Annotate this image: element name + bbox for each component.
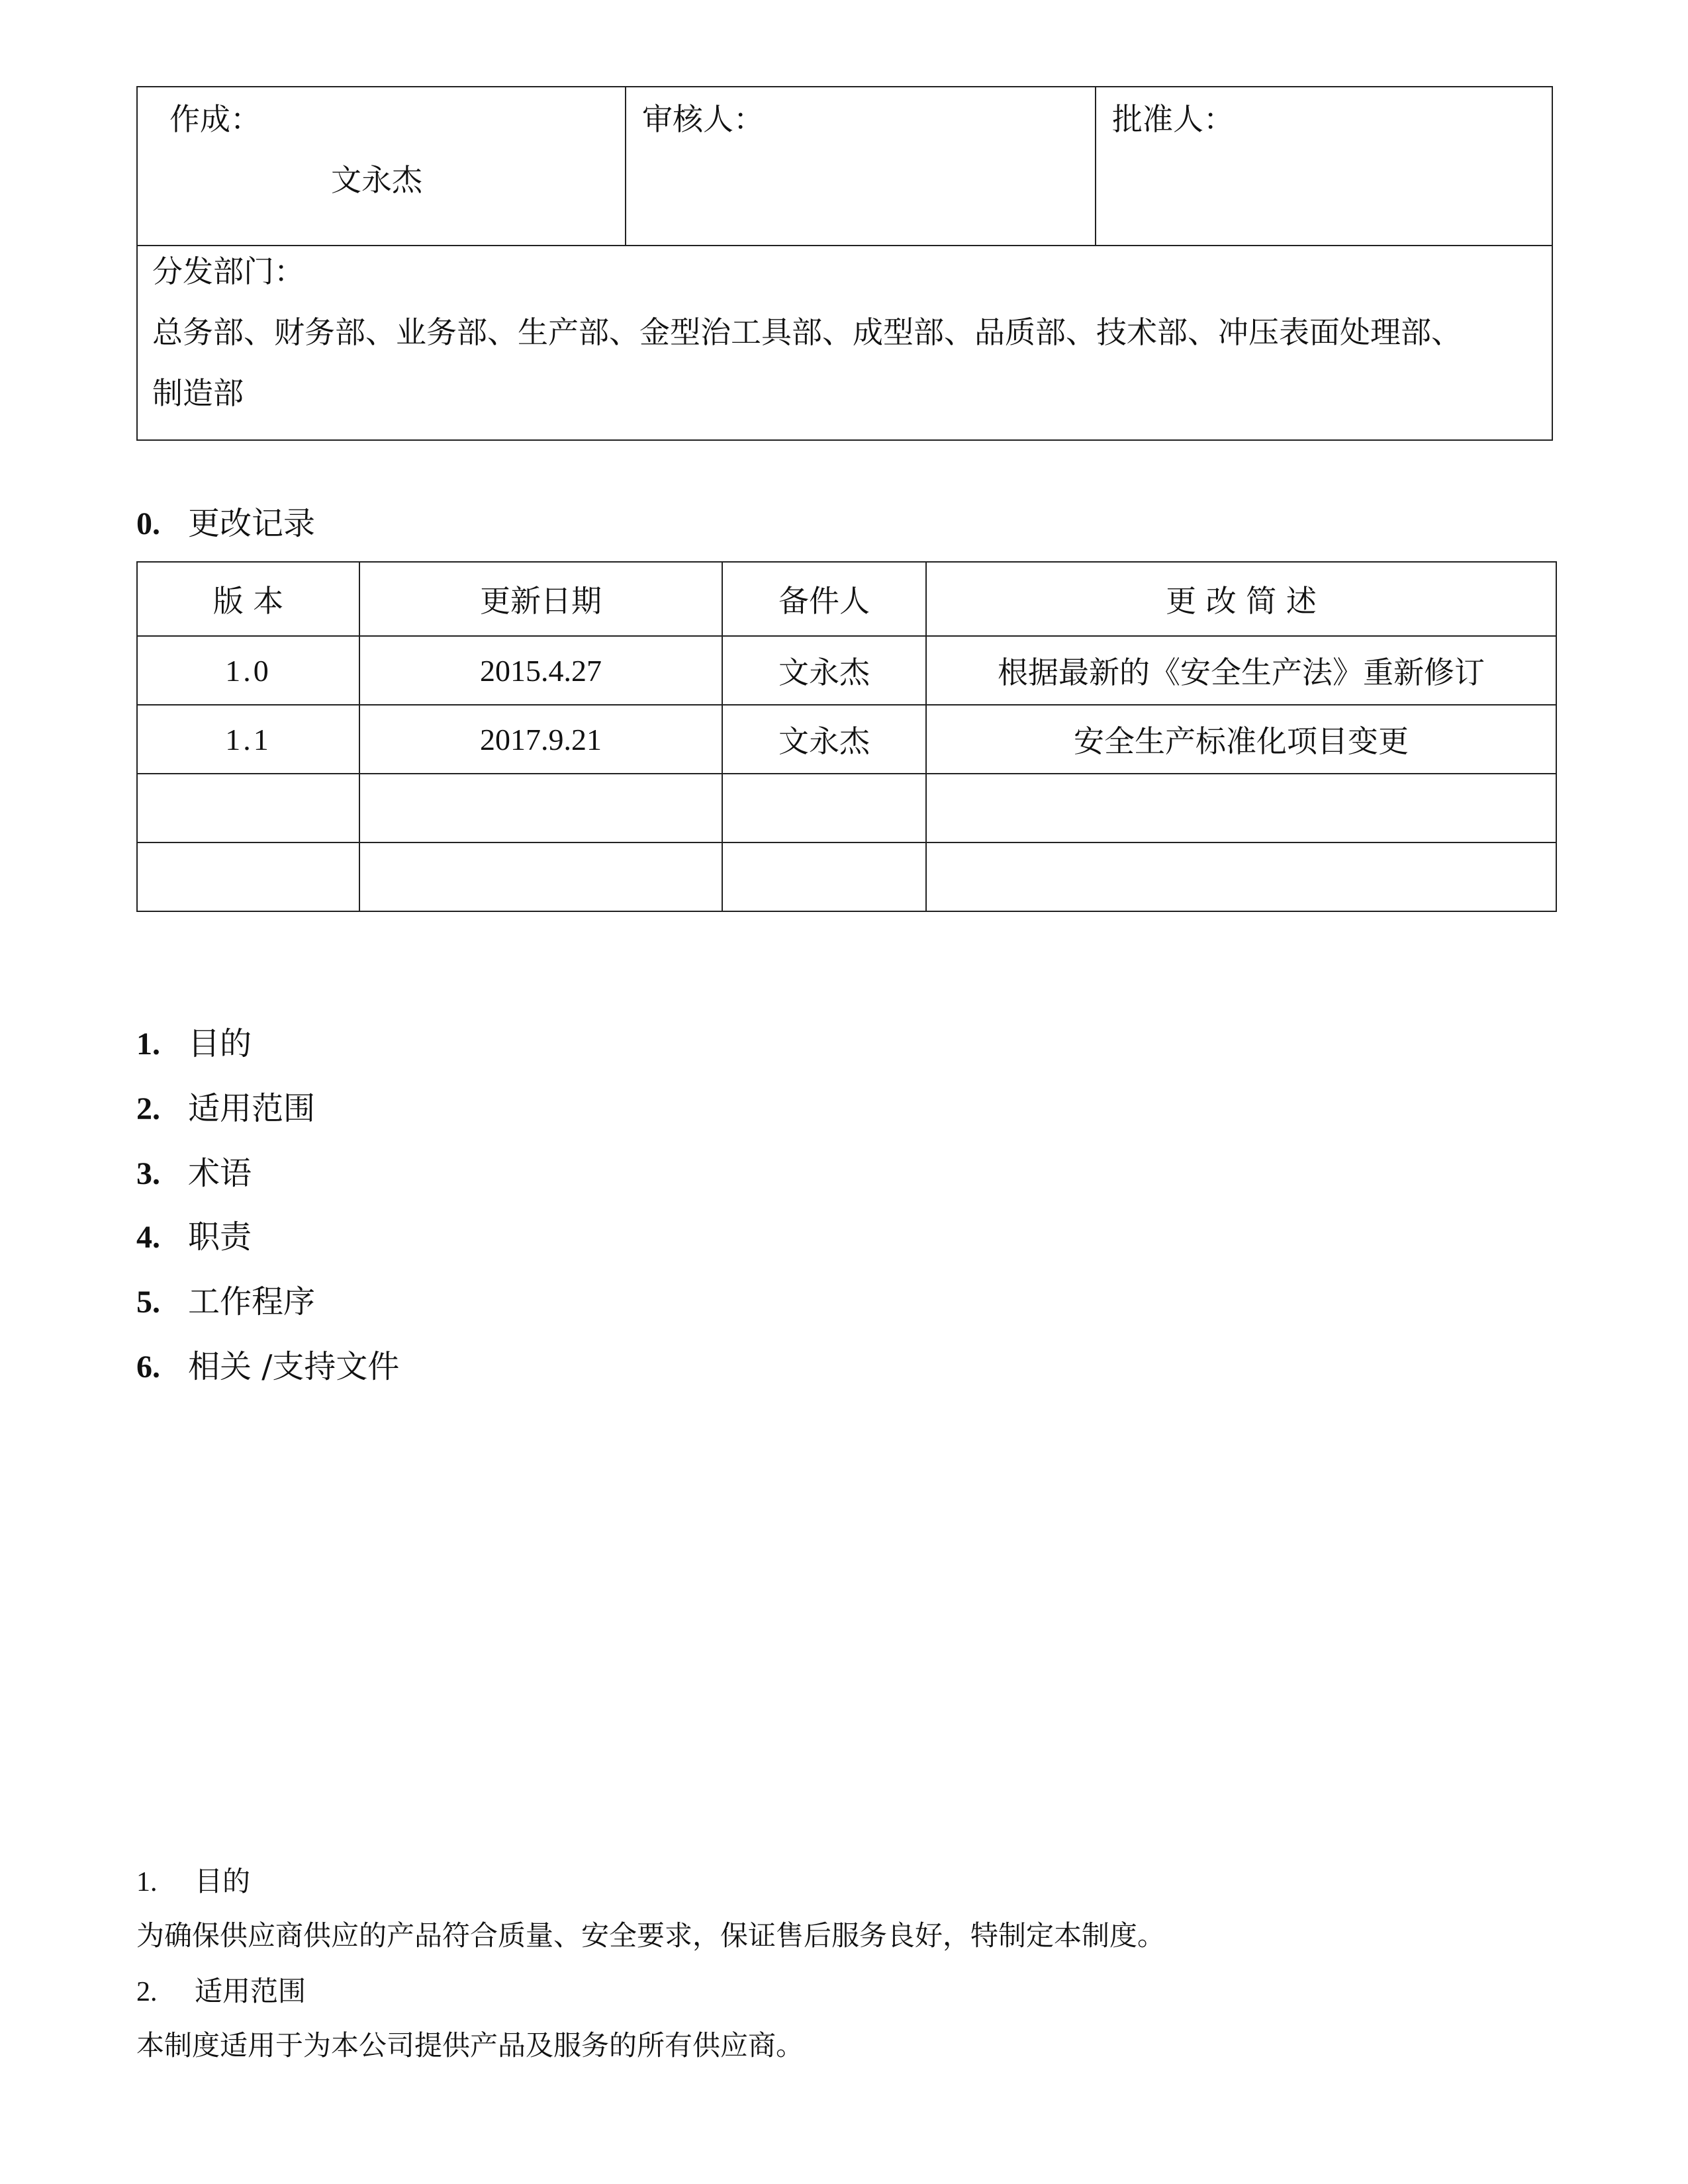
cell-version xyxy=(137,842,359,911)
body-section-heading xyxy=(136,1970,306,2009)
distribution-departments: 总务部、财务部、业务部、生产部、金型治工具部、成型部、品质部、技术部、冲压表面处理部、 xyxy=(152,314,1462,350)
table-header-row xyxy=(137,562,1556,636)
distribution-departments-cont: 制造部 xyxy=(152,375,244,411)
body-section-heading xyxy=(136,1860,250,1899)
section-title: 适用范围 xyxy=(195,1975,306,2007)
change-record-heading xyxy=(136,498,315,543)
table-row xyxy=(137,774,1556,842)
header-person: 备件人 xyxy=(722,562,926,636)
toc-title: 相关 /支持文件 xyxy=(188,1348,400,1385)
section-number: 1. xyxy=(136,1867,158,1897)
cell-version xyxy=(137,774,359,842)
toc-number: 3. xyxy=(136,1156,160,1191)
cell-date xyxy=(359,774,722,842)
toc-item xyxy=(136,1018,252,1064)
table-row xyxy=(137,842,1556,911)
column-divider xyxy=(1095,87,1096,246)
distribution-label: 分发部门： xyxy=(152,253,305,289)
body-paragraph: 本制度适用于为本公司提供产品及服务的所有供应商。 xyxy=(136,2029,804,2062)
header-update-date: 更新日期 xyxy=(359,562,722,636)
toc-number: 4. xyxy=(136,1220,160,1255)
cell-date: 2015.4.27 xyxy=(359,636,722,705)
toc-item xyxy=(136,1211,252,1257)
approval-signature-row xyxy=(138,87,1552,246)
cell-version: 1.0 xyxy=(137,636,359,705)
toc-item xyxy=(136,1276,315,1322)
toc-number: 6. xyxy=(136,1349,160,1385)
section-number: 2. xyxy=(136,1977,158,2007)
change-record-table xyxy=(136,561,1557,912)
toc-item xyxy=(136,1083,315,1128)
toc-title: 适用范围 xyxy=(188,1090,316,1127)
author-label: 作成： xyxy=(169,101,261,137)
reviewer-label: 审核人： xyxy=(642,101,764,137)
toc-number: 1. xyxy=(136,1026,160,1062)
cell-summary xyxy=(926,774,1556,842)
body-paragraph: 为确保供应商供应的产品符合质量、安全要求，保证售后服务良好，特制定本制度。 xyxy=(136,1919,1166,1952)
cell-date xyxy=(359,842,722,911)
toc-title: 工作程序 xyxy=(188,1283,316,1320)
author-name: 文永杰 xyxy=(331,162,422,198)
section-title: 更改记录 xyxy=(188,505,316,542)
cell-person xyxy=(722,774,926,842)
toc-title: 术语 xyxy=(188,1155,252,1192)
section-number: 0. xyxy=(136,506,160,541)
toc-item xyxy=(136,1148,252,1193)
toc-number: 5. xyxy=(136,1285,160,1320)
table-row xyxy=(137,636,1556,705)
table-row xyxy=(137,705,1556,774)
approver-label: 批准人： xyxy=(1112,101,1234,137)
cell-version: 1.1 xyxy=(137,705,359,774)
cell-person: 文永杰 xyxy=(722,705,926,774)
cell-person xyxy=(722,842,926,911)
toc-title: 目的 xyxy=(188,1025,252,1062)
toc-item xyxy=(136,1341,399,1387)
column-divider xyxy=(625,87,626,246)
toc-number: 2. xyxy=(136,1091,160,1126)
cell-date: 2017.9.21 xyxy=(359,705,722,774)
header-summary: 更 改 简 述 xyxy=(926,562,1556,636)
toc-title: 职责 xyxy=(188,1218,252,1255)
cell-summary: 根据最新的《安全生产法》重新修订 xyxy=(926,636,1556,705)
approval-table xyxy=(136,86,1553,441)
cell-summary: 安全生产标准化项目变更 xyxy=(926,705,1556,774)
section-title: 目的 xyxy=(195,1865,251,1897)
cell-person: 文永杰 xyxy=(722,636,926,705)
cell-summary xyxy=(926,842,1556,911)
header-version: 版 本 xyxy=(137,562,359,636)
